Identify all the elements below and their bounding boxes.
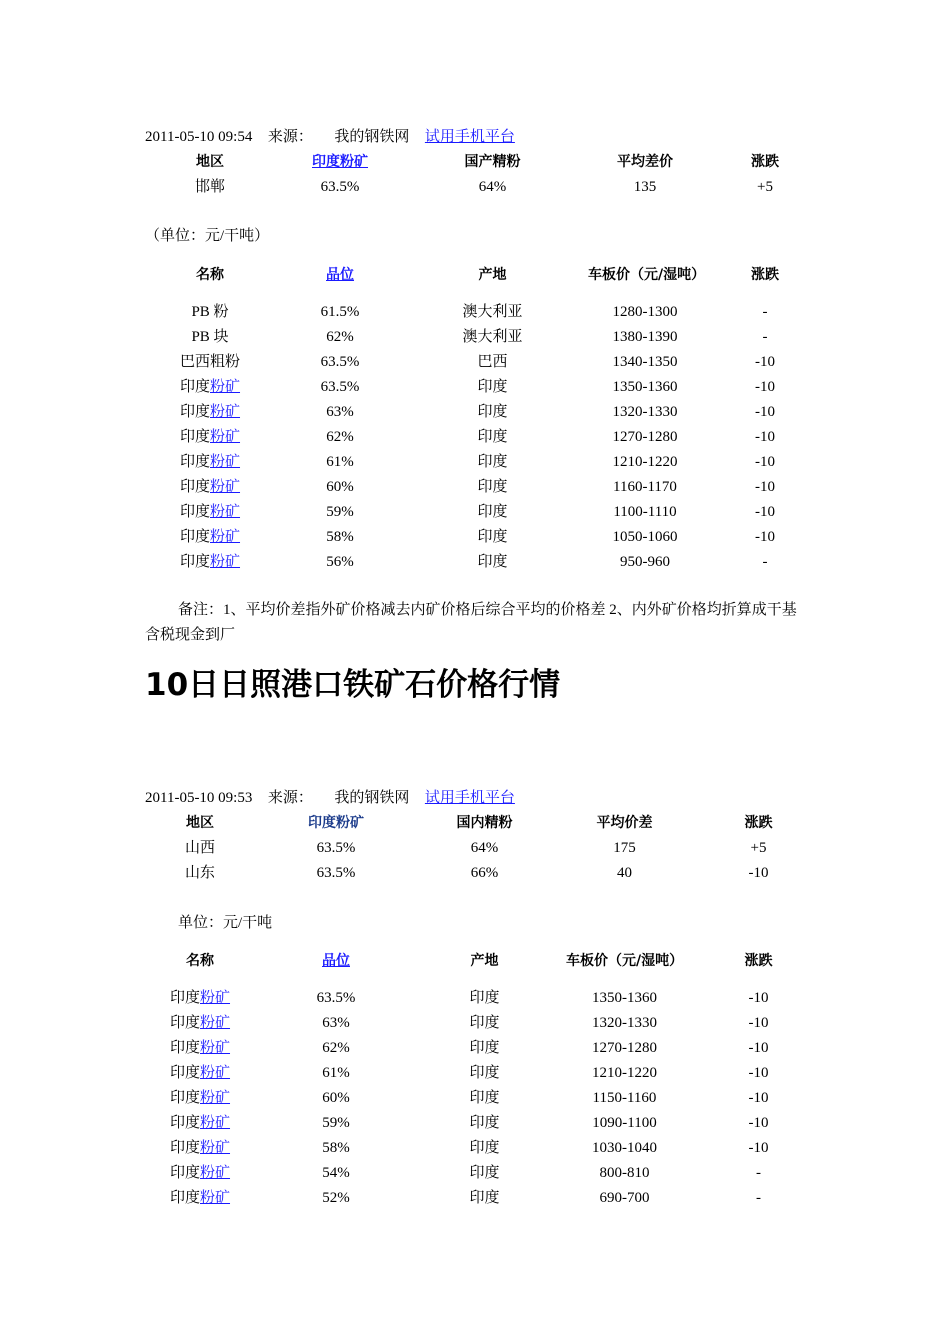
cell-grade: 63.5% [316, 990, 356, 1006]
fines-link[interactable]: 粉矿 [210, 429, 241, 445]
cell-origin: 印度 [469, 1115, 500, 1131]
cell-grade: 60% [326, 479, 354, 495]
name-text: 印度 [169, 1090, 200, 1106]
cell-grade: 61.5% [320, 304, 360, 320]
cell-change: -10 [755, 429, 775, 445]
fines-link[interactable]: 粉矿 [200, 1140, 231, 1156]
cell-origin: 印度 [477, 454, 508, 470]
cell-origin: 印度 [469, 1140, 500, 1156]
cell-price: 1210-1220 [612, 454, 678, 470]
name-text: 印度 [179, 404, 210, 420]
cell-region: 山西 [184, 840, 215, 856]
cell-origin: 印度 [477, 429, 508, 445]
section1-detail-body [145, 300, 820, 575]
cell-origin: 印度 [469, 1190, 500, 1206]
cell-change: -10 [748, 1115, 769, 1131]
source-label: 来源： [267, 129, 313, 145]
publish-date: 2011-05-10 09:53 [145, 790, 253, 806]
fines-link[interactable]: 粉矿 [210, 529, 241, 545]
cell-price: 1280-1300 [612, 304, 678, 320]
cell-domestic-grade: 64% [478, 179, 507, 195]
table-row [145, 400, 820, 425]
section1-unit: （单位：元/干吨） [145, 228, 270, 244]
col-header-domestic-conc: 国内精粉 [456, 815, 513, 831]
cell-price: 800-810 [599, 1165, 650, 1181]
col-header-grade[interactable] [275, 250, 405, 300]
source-name: 我的钢铁网 [334, 790, 410, 806]
publish-date: 2011-05-10 09:54 [145, 129, 253, 145]
cell-name [145, 475, 275, 500]
india-fines-label[interactable]: 印度粉矿 [308, 815, 364, 831]
cell-name [135, 1111, 265, 1136]
section1-note: 备注：1、平均价差指外矿价格减去内矿价格后综合平均的价格差 2、内外矿价格均折算成干基含税现金到厂 [145, 602, 797, 643]
cell-name [145, 400, 275, 425]
table-row [145, 300, 820, 325]
cell-name [145, 325, 275, 350]
cell-origin: 澳大利亚 [462, 304, 523, 320]
table-row [145, 425, 820, 450]
cell-avg-diff: 40 [617, 865, 632, 881]
section2-unit: 单位：元/干吨 [178, 915, 273, 931]
cell-name [145, 300, 275, 325]
table-row [135, 1161, 830, 1186]
cell-price: 1270-1280 [592, 1040, 657, 1056]
cell-change: - [762, 554, 768, 570]
name-text: 印度 [179, 379, 210, 395]
cell-name [135, 986, 265, 1011]
cell-origin: 印度 [477, 504, 508, 520]
cell-change: -10 [748, 990, 769, 1006]
col-header-origin: 产地 [478, 266, 507, 283]
cell-region: 山东 [184, 865, 215, 881]
fines-link[interactable]: 粉矿 [210, 404, 241, 420]
fines-link[interactable]: 粉矿 [200, 1090, 231, 1106]
cell-price: 1210-1220 [592, 1065, 657, 1081]
cell-change: -10 [755, 479, 775, 495]
cell-origin: 澳大利亚 [462, 329, 523, 345]
cell-origin: 印度 [477, 404, 508, 420]
table-header-row [135, 811, 830, 836]
name-text: 印度 [179, 479, 210, 495]
col-header-change: 涨跌 [751, 154, 779, 170]
cell-change: - [762, 329, 768, 345]
cell-name [145, 350, 275, 375]
cell-grade: 63% [322, 1015, 350, 1031]
cell-change: - [762, 304, 768, 320]
table-row [135, 1136, 830, 1161]
cell-grade: 62% [326, 329, 354, 345]
grade-link[interactable]: 品位 [326, 266, 354, 283]
name-text: 印度 [169, 1190, 200, 1206]
cell-price: 1380-1390 [612, 329, 678, 345]
table-row [135, 836, 830, 861]
india-fines-link[interactable]: 印度粉矿 [312, 154, 368, 170]
table-row [135, 1061, 830, 1086]
cell-price: 690-700 [599, 1190, 650, 1206]
fines-link[interactable]: 粉矿 [210, 554, 241, 570]
col-header-name: 名称 [186, 952, 214, 969]
name-text: 印度 [179, 454, 210, 470]
col-header-change: 涨跌 [744, 815, 773, 831]
table-row [145, 375, 820, 400]
cell-origin: 印度 [477, 529, 508, 545]
cell-name [135, 1061, 265, 1086]
cell-change: -10 [755, 529, 775, 545]
cell-grade: 63% [326, 404, 354, 420]
name-text: 印度 [169, 1165, 200, 1181]
fines-link[interactable]: 粉矿 [210, 379, 241, 395]
cell-name [135, 1136, 265, 1161]
cell-region: 邯郸 [194, 179, 225, 195]
table-row [135, 861, 830, 886]
name-text: 印度 [169, 1015, 200, 1031]
name-text: 印度 [179, 504, 210, 520]
cell-name [135, 1011, 265, 1036]
cell-grade: 56% [326, 554, 354, 570]
cell-name [145, 425, 275, 450]
cell-name [145, 450, 275, 475]
fines-link[interactable]: 粉矿 [210, 504, 241, 520]
cell-price: 1270-1280 [612, 429, 678, 445]
name-text: 印度 [169, 1040, 200, 1056]
cell-price: 1090-1100 [592, 1115, 657, 1131]
col-header-change: 涨跌 [751, 266, 779, 283]
section2-detail-body [135, 986, 830, 1211]
cell-change: -10 [748, 1040, 769, 1056]
name-text: 印度 [169, 1115, 200, 1131]
cell-india-grade: 63.5% [316, 865, 356, 881]
cell-grade: 59% [326, 504, 354, 520]
table-row [145, 450, 820, 475]
section2-meta [145, 788, 515, 808]
cell-avg-diff: 135 [633, 179, 657, 195]
cell-grade: 58% [326, 529, 354, 545]
cell-grade: 61% [322, 1065, 350, 1081]
table-row [135, 1086, 830, 1111]
cell-change: - [756, 1165, 761, 1181]
table-row [135, 986, 830, 1011]
cell-origin: 印度 [469, 1165, 500, 1181]
cell-price: 950-960 [620, 554, 670, 570]
cell-grade: 54% [322, 1165, 350, 1181]
section1-meta [145, 127, 515, 147]
fines-link[interactable]: 粉矿 [200, 990, 231, 1006]
source-name: 我的钢铁网 [334, 129, 410, 145]
col-header-india-fines[interactable] [265, 811, 407, 836]
trial-mobile-link[interactable]: 试用手机平台 [424, 790, 515, 806]
cell-change: - [756, 1190, 761, 1206]
cell-grade: 59% [322, 1115, 350, 1131]
table-row [145, 525, 820, 550]
cell-domestic-grade: 64% [470, 840, 499, 856]
cell-origin: 印度 [477, 554, 508, 570]
cell-price: 1320-1330 [592, 1015, 657, 1031]
cell-grade: 62% [326, 429, 354, 445]
cell-origin: 印度 [469, 990, 500, 1006]
cell-change: -10 [755, 379, 775, 395]
table-row [145, 175, 820, 200]
col-header-origin: 产地 [470, 952, 499, 969]
trial-mobile-link[interactable]: 试用手机平台 [424, 129, 515, 145]
section2-summary-table [135, 811, 830, 886]
col-header-region: 地区 [186, 815, 214, 831]
cell-name [135, 1186, 265, 1211]
cell-india-grade: 63.5% [316, 840, 356, 856]
table-row [135, 1011, 830, 1036]
cell-avg-diff: 175 [613, 840, 636, 856]
table-row [145, 550, 820, 575]
table-header-row [145, 250, 820, 300]
col-header-avg-diff: 平均价差 [596, 815, 653, 831]
cell-origin: 印度 [477, 379, 508, 395]
cell-price: 1100-1110 [613, 504, 677, 520]
col-header-price: 车板价（元/湿吨） [588, 266, 706, 283]
name-text: 印度 [179, 429, 210, 445]
cell-price: 1050-1060 [612, 529, 678, 545]
table-row [145, 500, 820, 525]
cell-grade: 62% [322, 1040, 350, 1056]
cell-change: -10 [748, 1015, 769, 1031]
fines-link[interactable]: 粉矿 [210, 479, 241, 495]
name-text: 印度 [169, 1140, 200, 1156]
table-header-row [145, 150, 820, 175]
table-row [145, 325, 820, 350]
cell-change: -10 [748, 1065, 769, 1081]
cell-price: 1350-1360 [592, 990, 657, 1006]
name-text: 印度 [169, 990, 200, 1006]
col-header-region: 地区 [196, 154, 224, 170]
fines-link[interactable]: 粉矿 [200, 1065, 231, 1081]
fines-link[interactable]: 粉矿 [200, 1165, 231, 1181]
cell-name [145, 500, 275, 525]
table-row [145, 350, 820, 375]
cell-origin: 印度 [469, 1065, 500, 1081]
cell-name [135, 1161, 265, 1186]
name-text: 印度 [179, 554, 210, 570]
fines-link[interactable]: 粉矿 [200, 1015, 231, 1031]
col-header-name: 名称 [196, 266, 224, 283]
cell-price: 1160-1170 [613, 479, 677, 495]
cell-origin: 印度 [477, 479, 508, 495]
name-text: 印度 [169, 1065, 200, 1081]
table-row [145, 475, 820, 500]
section1-summary-table [145, 150, 820, 200]
cell-price: 1320-1330 [612, 404, 678, 420]
cell-origin: 印度 [469, 1090, 500, 1106]
cell-grade: 52% [322, 1190, 350, 1206]
cell-grade: 63.5% [320, 354, 360, 370]
source-label: 来源： [267, 790, 313, 806]
cell-name [145, 550, 275, 575]
table-header-row [135, 936, 830, 986]
cell-origin: 印度 [469, 1015, 500, 1031]
col-header-change: 涨跌 [744, 952, 773, 969]
col-header-grade[interactable] [265, 936, 407, 986]
fines-link[interactable]: 粉矿 [200, 1040, 231, 1056]
fines-link[interactable]: 粉矿 [200, 1190, 231, 1206]
cell-origin: 印度 [469, 1040, 500, 1056]
cell-change: -10 [755, 504, 775, 520]
cell-change: +5 [757, 179, 773, 195]
cell-grade: 58% [322, 1140, 350, 1156]
cell-change: +5 [750, 840, 767, 856]
cell-price: 1340-1350 [612, 354, 678, 370]
section2-detail-table [135, 936, 830, 1211]
col-header-avg-diff: 平均差价 [617, 154, 673, 170]
cell-price: 1350-1360 [612, 379, 678, 395]
cell-change: -10 [755, 404, 775, 420]
cell-price: 1030-1040 [592, 1140, 657, 1156]
cell-change: -10 [748, 1140, 769, 1156]
cell-change: -10 [748, 1090, 769, 1106]
cell-name [145, 375, 275, 400]
cell-india-grade: 63.5% [320, 179, 360, 195]
fines-link[interactable]: 粉矿 [200, 1115, 231, 1131]
name-text: PB 粉 [191, 304, 229, 320]
name-text: 巴西粗粉 [179, 354, 240, 370]
col-header-domestic-conc: 国产精粉 [464, 154, 521, 170]
table-row [135, 1036, 830, 1061]
cell-change: -10 [755, 354, 775, 370]
cell-name [135, 1086, 265, 1111]
cell-change: -10 [755, 454, 775, 470]
cell-change: -10 [748, 865, 769, 881]
cell-origin: 巴西 [477, 354, 508, 370]
cell-price: 1150-1160 [592, 1090, 657, 1106]
cell-name [145, 525, 275, 550]
name-text: PB 块 [191, 329, 229, 345]
name-text: 印度 [179, 529, 210, 545]
cell-domestic-grade: 66% [470, 865, 499, 881]
col-header-india-fines[interactable] [275, 150, 405, 175]
table-row [135, 1186, 830, 1211]
cell-grade: 63.5% [320, 379, 360, 395]
section1-detail-table [145, 250, 820, 575]
table-row [135, 1111, 830, 1136]
cell-grade: 60% [322, 1090, 350, 1106]
cell-name [135, 1036, 265, 1061]
cell-grade: 61% [326, 454, 354, 470]
page-title: 10日日照港口铁矿石价格行情 [145, 667, 561, 703]
grade-link[interactable]: 品位 [322, 952, 350, 969]
fines-link[interactable]: 粉矿 [210, 454, 241, 470]
col-header-price: 车板价（元/湿吨） [566, 952, 684, 969]
